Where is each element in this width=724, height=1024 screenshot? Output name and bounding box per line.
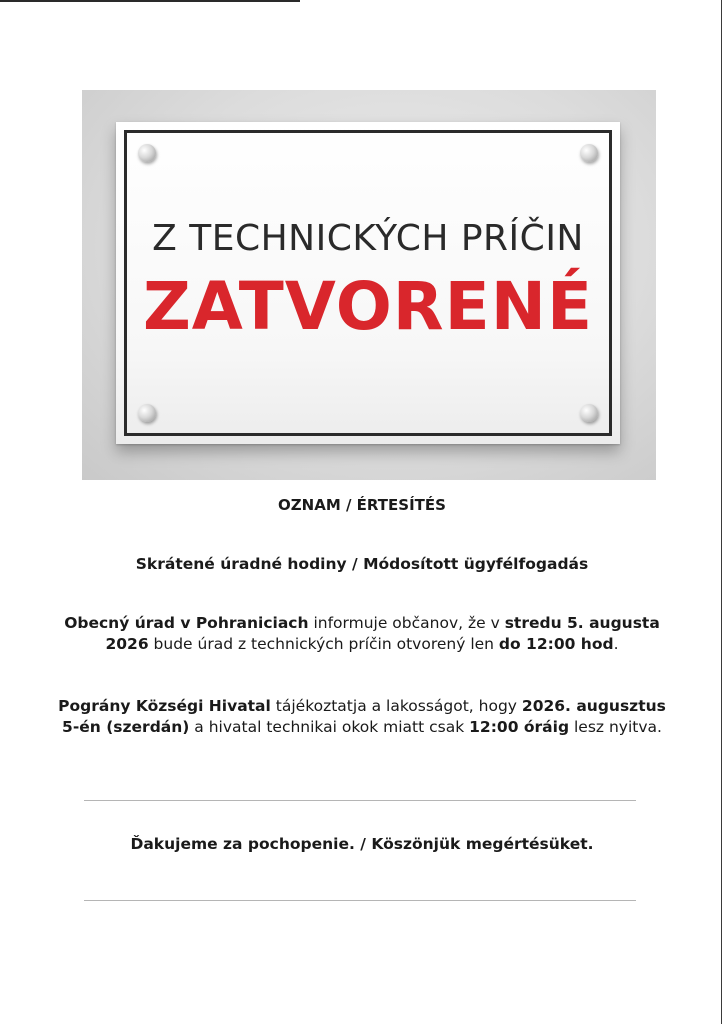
hungarian-text-part: a hivatal technikai okok miatt csak (189, 718, 470, 736)
notice-heading: OZNAM / ÉRTESÍTÉS (278, 496, 446, 514)
slovak-text-part: . (613, 635, 619, 653)
closed-sign-plate (116, 122, 620, 444)
screw-icon (580, 144, 598, 162)
office-name-hungarian: Pográny Községi Hivatal (58, 697, 271, 715)
office-name-slovak: Obecný úrad v Pohraniciach (64, 614, 309, 632)
scan-edge-line (0, 0, 300, 2)
divider (84, 900, 636, 901)
screw-icon (580, 404, 598, 422)
screw-icon (138, 144, 156, 162)
screw-icon (138, 404, 156, 422)
notice-subheading: Skrátené úradné hodiny / Módosított ügyfélfogadás (135, 555, 589, 573)
closing-time-slovak: do 12:00 hod (498, 635, 614, 653)
thank-you-note: Ďakujeme za pochopenie. / Köszönjük megértésüket. (130, 835, 594, 853)
closed-sign-photo (82, 90, 656, 480)
sign-text-closed: ZATVORENÉ (142, 268, 594, 345)
notice-paragraph-slovak (62, 613, 662, 655)
closure-date-hungarian: 2026. augusztus 5-én (szerdán) (62, 697, 666, 736)
sign-text-reason: Z TECHNICKÝCH PRÍČIN (152, 218, 584, 259)
closure-date-slovak: stredu 5. augusta 2026 (105, 614, 660, 653)
slovak-text-part: informuje občanov, že v (308, 614, 505, 632)
divider (84, 800, 636, 801)
hungarian-text-part: tájékoztatja a lakosságot, hogy (270, 697, 522, 715)
hungarian-text-part: lesz nyitva. (569, 718, 662, 736)
slovak-text-part: bude úrad z technických príčin otvorený len (148, 635, 499, 653)
notice-paragraph-hungarian (50, 696, 674, 738)
closing-time-hungarian: 12:00 óráig (469, 718, 570, 736)
